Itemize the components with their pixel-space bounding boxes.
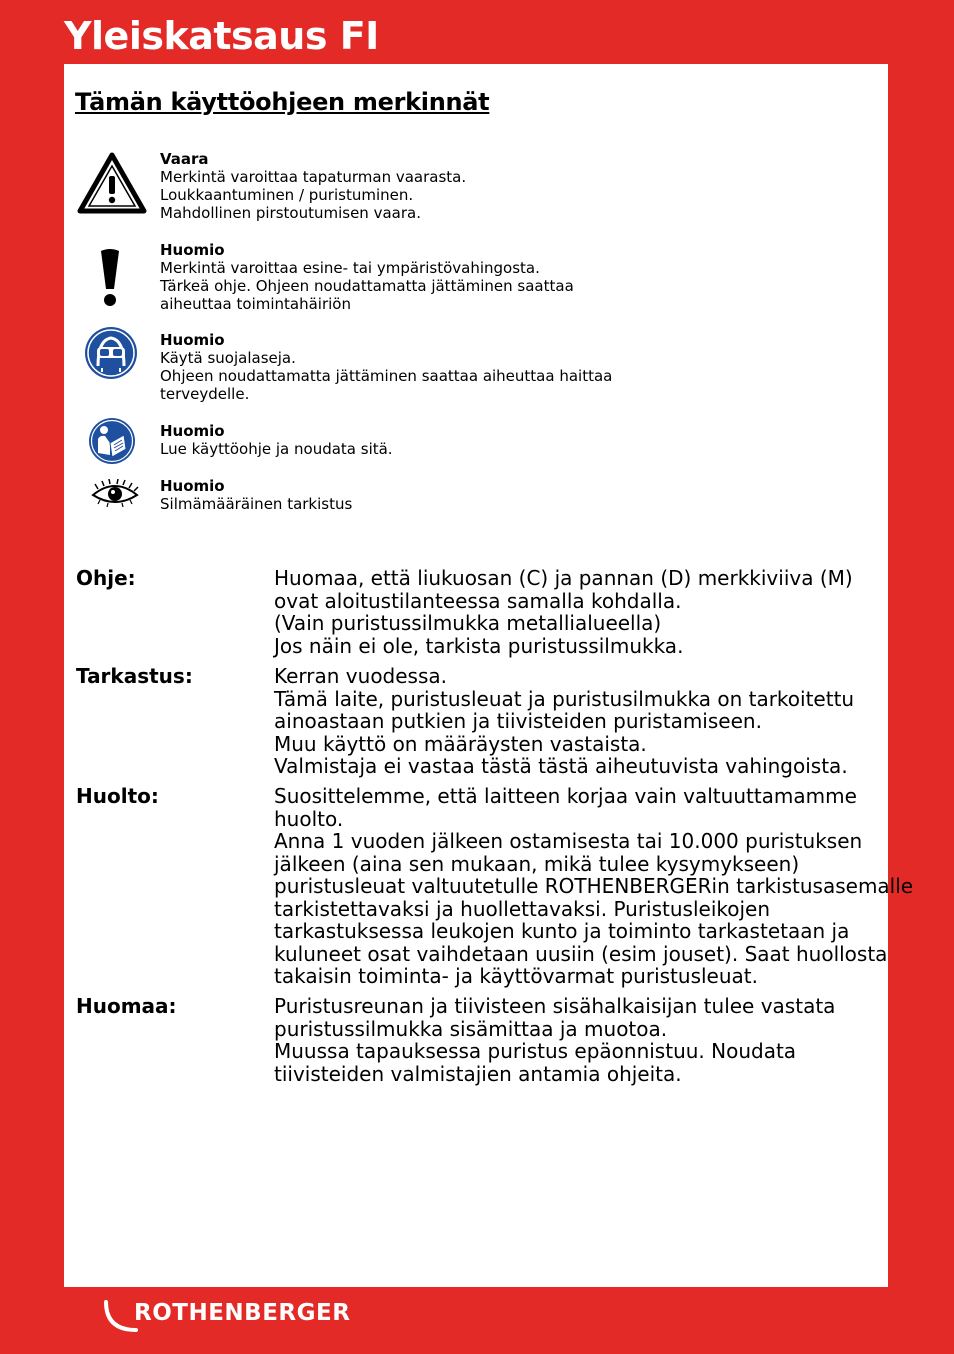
info-line: takaisin toiminta- ja käyttövarmat puristusleuat. (274, 964, 758, 988)
symbol-text (160, 331, 612, 403)
info-line: Jos näin ei ole, tarkista puristussilmukka. (274, 633, 684, 658)
symbol-label: Vaara (160, 150, 209, 168)
brand-logo (100, 1296, 360, 1336)
symbol-line: terveydelle. (160, 385, 250, 403)
symbol-line: Merkintä varoittaa esine- tai ympäristövahingosta. (160, 259, 540, 277)
info-label: Tarkastus: (76, 664, 193, 688)
info-line: Muu käyttö on määräysten vastaista. (274, 731, 647, 756)
info-line: ovat aloitustilanteessa samalla kohdalla. (274, 588, 682, 613)
info-line: huolto. (274, 806, 344, 831)
info-line: Suosittelemme, että laitteen korjaa vain valtuuttamamme (274, 784, 857, 808)
info-text (274, 995, 886, 1085)
info-line: Kerran vuodessa. (274, 664, 448, 688)
symbol-text (160, 477, 352, 513)
symbol-label: Huomio (160, 331, 225, 349)
content-panel (64, 64, 914, 1287)
symbol-line: Käytä suojalaseja. (160, 349, 296, 367)
warning-triangle-icon (77, 152, 147, 214)
info-label: Huolto: (76, 784, 159, 808)
page-title: Yleiskatsaus FI (64, 14, 379, 58)
info-line: Tämä laite, puristusleuat ja puristusilmukka on tarkoitettu (274, 686, 855, 711)
symbol-line: Merkintä varoittaa tapaturman vaarasta. (160, 168, 467, 186)
info-label: Ohje: (76, 566, 136, 590)
exclamation-icon (98, 247, 122, 307)
info-line: ainoastaan putkien ja tiivisteiden puristamiseen. (274, 709, 762, 733)
info-line: puristusleuat valtuutetulle ROTHENBERGERin tarkistusasemalle (274, 874, 914, 898)
info-line: Puristusreunan ja tiivisteen sisähalkaisijan tulee vastata (274, 994, 836, 1018)
symbol-line: aiheuttaa toimintahäiriön (160, 295, 351, 313)
symbol-line: Tärkeä ohje. Ohjeen noudattamatta jättäminen saattaa (160, 277, 574, 295)
safety-goggles-icon (84, 326, 138, 380)
info-text (274, 567, 886, 657)
info-line: kuluneet osat vaihdetaan uusiin (esim jouset). Saat huollosta (274, 941, 888, 966)
symbol-text (160, 150, 466, 222)
info-line: jälkeen (aina sen mukaan, mikä tulee kysymykseen) (274, 851, 800, 876)
info-line: Anna 1 vuoden jälkeen ostamisesta tai 10.000 puristuksen (274, 829, 863, 853)
info-line: tiivisteiden valmistajien antamia ohjeita. (274, 1061, 682, 1086)
info-line: Muussa tapauksessa puristus epäonnistuu. Noudata (274, 1039, 797, 1063)
symbol-line: Loukkaantuminen / puristuminen. (160, 186, 414, 204)
info-line: Huomaa, että liukuosan (C) ja pannan (D) merkkiviiva (M) (274, 566, 853, 590)
symbol-label: Huomio (160, 422, 225, 440)
symbol-line: Mahdollinen pirstoutumisen vaara. (160, 204, 421, 222)
symbol-line: Silmämääräinen tarkistus (160, 495, 353, 513)
section-title: Tämän käyttöohjeen merkinnät (75, 88, 490, 116)
info-line: tarkastuksessa leukojen kunto ja toiminto tarkastetaan ja (274, 919, 850, 943)
symbol-label: Huomio (160, 241, 225, 259)
brand-name: ROTHENBERGER (134, 1300, 351, 1326)
symbol-label: Huomio (160, 477, 225, 495)
info-line: tarkistettavaksi ja huollettavaksi. Puristusleikojen (274, 896, 771, 921)
info-line: (Vain puristussilmukka metallialueella) (274, 611, 662, 635)
info-line: puristussilmukka sisämittaa ja muotoa. (274, 1016, 668, 1041)
info-text (274, 665, 886, 778)
info-label: Huomaa: (76, 994, 177, 1018)
symbol-text (160, 241, 574, 313)
info-text (274, 784, 914, 988)
eye-icon (90, 479, 140, 509)
symbol-text (160, 422, 393, 458)
symbol-line: Ohjeen noudattamatta jättäminen saattaa aiheuttaa haittaa (160, 367, 613, 385)
info-line: Valmistaja ei vastaa tästä tästä aiheutuvista vahingoista. (274, 754, 848, 778)
read-manual-icon (88, 417, 136, 465)
symbol-line: Lue käyttöohje ja noudata sitä. (160, 440, 393, 458)
